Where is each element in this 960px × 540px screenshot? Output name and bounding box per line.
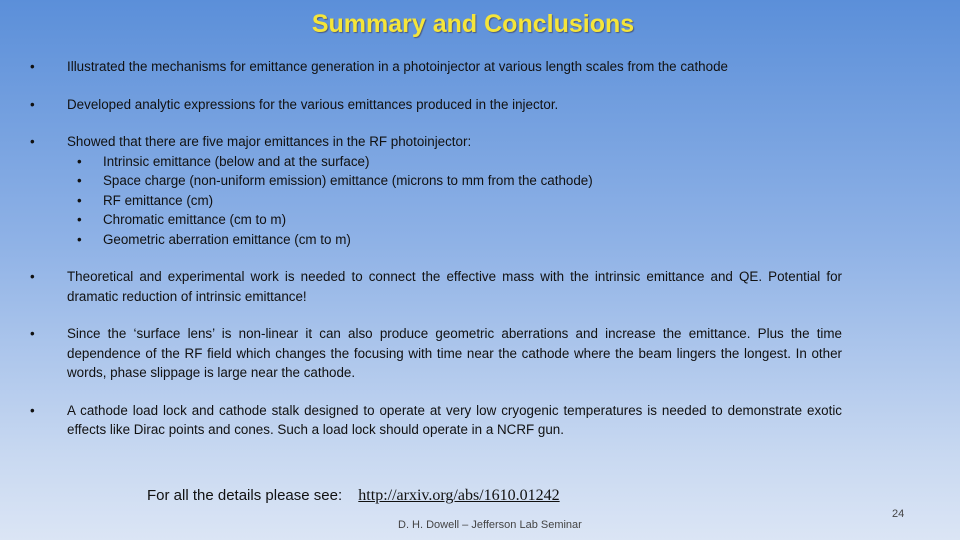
sub-bullet-item (77, 210, 842, 230)
sub-bullet-item (77, 230, 842, 250)
arxiv-link[interactable]: http://arxiv.org/abs/1610.01242 (358, 487, 560, 504)
bullet-text: Since the ‘surface lens’ is non-linear it can also produce geometric aberrations and increase the emittance. Plus the time dependence of the RF field which changes the focusing with time near the cathode where the beam lingers the longest. In other words, phase slippage is large near the cathode. (67, 326, 842, 380)
bullet-item (30, 57, 842, 77)
sub-bullet-text: Space charge (non-uniform emission) emittance (microns to mm from the cathode) (103, 173, 593, 188)
bullet-marker: • (30, 269, 35, 284)
bullet-marker: • (77, 231, 82, 247)
bullet-marker: • (30, 402, 35, 418)
page-number: 24 (892, 508, 905, 520)
sub-bullet-list (77, 152, 842, 250)
bullet-item (30, 267, 842, 306)
bullet-marker: • (77, 153, 82, 169)
bullet-marker: • (30, 134, 35, 149)
bullet-item (30, 401, 842, 440)
bullet-item (30, 95, 842, 115)
sub-bullet-item (77, 171, 842, 191)
slide-footer: D. H. Dowell – Jefferson Lab Seminar (398, 519, 582, 531)
bullet-item (30, 324, 842, 383)
sub-bullet-text: Chromatic emittance (cm to m) (103, 212, 287, 227)
bullet-text: Theoretical and experimental work is needed to connect the effective mass with the intrinsic emittance and QE. Potential for dramatic reduction of intrinsic emittance! (67, 269, 842, 304)
bullet-marker: • (77, 212, 82, 227)
bullet-marker: • (30, 326, 35, 341)
bullet-marker: • (30, 59, 35, 74)
bullet-text: Showed that there are five major emittances in the RF photoinjector: (67, 134, 472, 149)
details-label: For all the details please see: (147, 487, 343, 504)
sub-bullet-text: Intrinsic emittance (below and at the surface) (103, 153, 370, 169)
sub-bullet-text: RF emittance (cm) (103, 192, 214, 208)
bullet-text: A cathode load lock and cathode stalk designed to operate at very low cryogenic temperatures is needed to demonstrate exotic effects like Dirac points and cones. Such a load lock should operate in a NCRF gun. (67, 402, 842, 437)
bullet-text: Developed analytic expressions for the various emittances produced in the injector. (67, 96, 559, 112)
sub-bullet-item (77, 152, 842, 172)
slide-title: Summary and Conclusions (311, 10, 635, 38)
bullet-marker: • (77, 173, 82, 188)
sub-bullet-text: Geometric aberration emittance (cm to m) (103, 231, 351, 247)
sub-bullet-item (77, 191, 842, 211)
bullet-marker: • (77, 192, 82, 208)
bullet-list (30, 57, 842, 440)
bullet-item (30, 132, 842, 152)
details-line (147, 487, 560, 505)
bullet-marker: • (30, 96, 35, 112)
bullet-text: Illustrated the mechanisms for emittance generation in a photoinjector at various length scales from the cathode (67, 59, 728, 74)
